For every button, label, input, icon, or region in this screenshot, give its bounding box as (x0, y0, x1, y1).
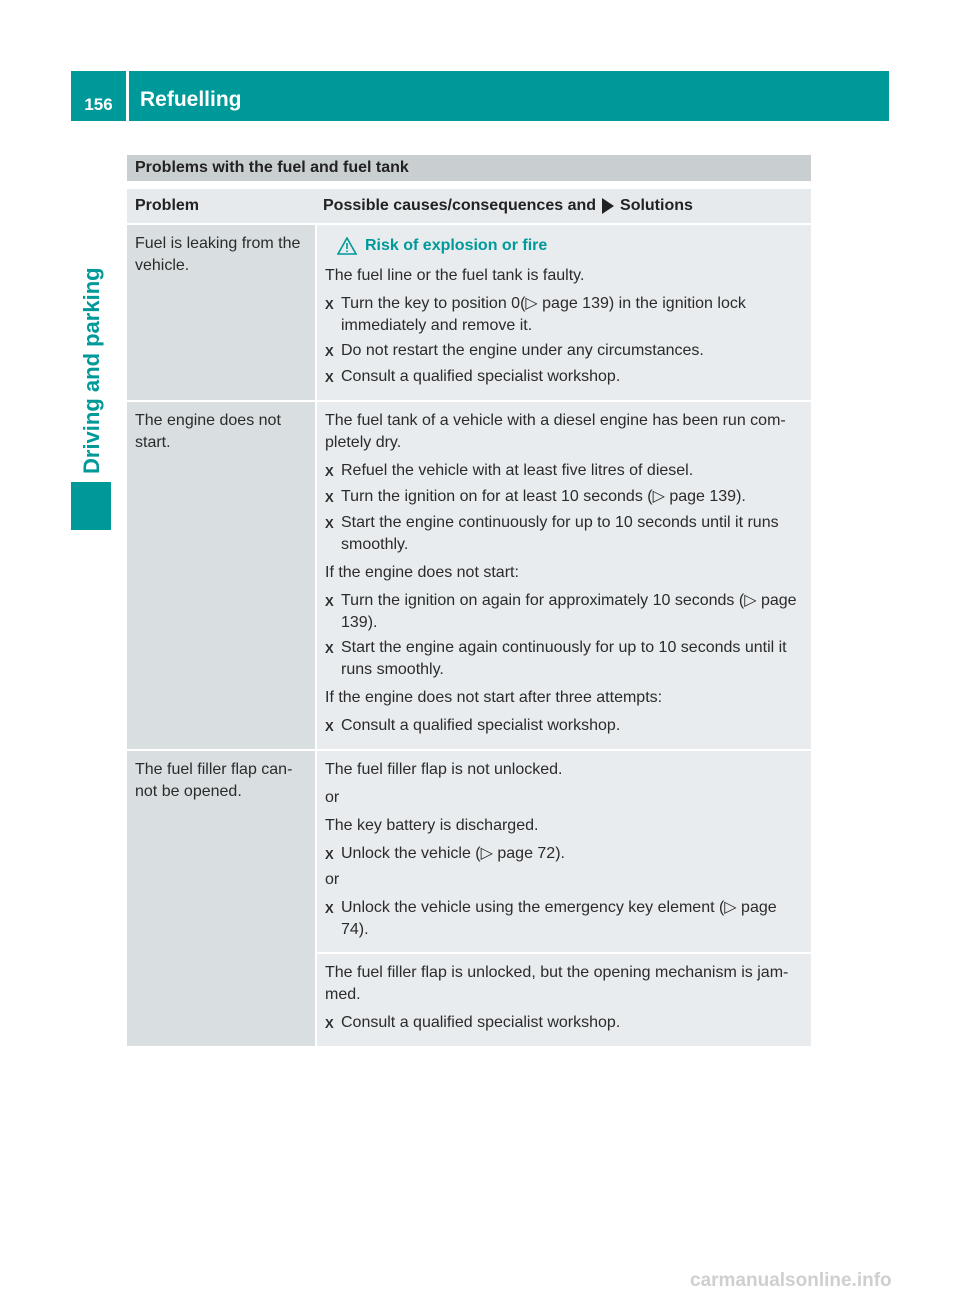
warning-notice (337, 235, 803, 257)
bullet-mark: X (325, 594, 334, 609)
list-item: X Unlock the vehicle (▷ page 72). (325, 843, 803, 866)
bullet-mark: X (325, 464, 334, 479)
cause-text: The fuel line or the fuel tank is faulty. (325, 267, 585, 284)
page-number: 156 (84, 95, 113, 114)
table-row (127, 223, 811, 400)
watermark: carmanualsonline.info (690, 1270, 892, 1291)
bullet-mark: X (325, 719, 334, 734)
list-item: X Consult a qualified specialist workshop. (325, 1012, 803, 1035)
solution-cell (315, 952, 811, 1046)
table-row (127, 400, 811, 749)
cause-text: The fuel filler flap is not unlocked. (325, 761, 563, 778)
table-header (127, 189, 811, 223)
header-solutions-pre: Possible causes/consequences and (323, 197, 597, 214)
list-item: X Start the engine continuously for up to 10 seconds until it runs smoothly. (325, 512, 803, 556)
bullet-mark: X (325, 516, 334, 531)
cause-text: The fuel filler flap is unlocked, but the opening mechanism is jam-med. (325, 964, 789, 1003)
header-solutions (315, 197, 693, 215)
table-row (127, 749, 811, 1046)
side-tab-marker (71, 482, 111, 530)
cause-text: The key battery is discharged. (325, 817, 539, 834)
list-item: X Turn the ignition on for at least 10 seconds (▷ page 139). (325, 486, 803, 509)
bullet-mark: X (325, 490, 334, 505)
bullet-mark: X (325, 847, 334, 862)
condition-text: If the engine does not start: (325, 564, 519, 581)
list-item: X Turn the key to position 0(▷ page 139) in the ignition lock immediately and remove it. (325, 293, 803, 337)
side-tab-label: Driving and parking (79, 267, 104, 474)
list-item: X Consult a qualified specialist workshop. (325, 715, 803, 738)
table-title: Problems with the fuel and fuel tank (127, 155, 811, 181)
list-item: X Do not restart the engine under any circumstances. (325, 340, 803, 363)
list-item: X Start the engine again continuously for up to 10 seconds until it runs smoothly. (325, 637, 803, 681)
section-title: Refuelling (140, 88, 242, 111)
cause-text: The fuel tank of a vehicle with a diesel engine has been run com-pletely dry. (325, 412, 786, 451)
warning-triangle-icon (337, 237, 357, 255)
list-item: X Refuel the vehicle with at least five litres of diesel. (325, 460, 803, 483)
solution-cell (315, 225, 811, 400)
bullet-mark: X (325, 901, 334, 916)
or-text: or (325, 789, 340, 806)
solution-cell (315, 402, 811, 749)
list-item: X Consult a qualified specialist workshop. (325, 366, 803, 389)
header-solutions-post: Solutions (620, 197, 693, 214)
or-text: or (325, 871, 340, 888)
problem-cell: The fuel filler flap can-not be opened. (127, 751, 315, 1046)
warning-text: Risk of explosion or fire (365, 237, 548, 254)
problem-cell: The engine does not start. (127, 402, 315, 749)
condition-text: If the engine does not start after three attempts: (325, 689, 663, 706)
bullet-mark: X (325, 344, 334, 359)
header-divider (126, 71, 129, 121)
list-item: X Turn the ignition on again for approximately 10 seconds (▷ page 139). (325, 590, 803, 634)
header-problem: Problem (135, 197, 200, 214)
bullet-mark: X (325, 1016, 334, 1031)
bullet-mark: X (325, 297, 334, 312)
solution-cell (315, 751, 811, 952)
fuel-problems-table (127, 155, 811, 1046)
play-arrow-icon (602, 198, 614, 214)
problem-cell: Fuel is leaking from the vehicle. (127, 225, 315, 400)
bullet-mark: X (325, 370, 334, 385)
bullet-mark: X (325, 641, 334, 656)
list-item: X Unlock the vehicle using the emergency key element (▷ page 74). (325, 897, 803, 941)
